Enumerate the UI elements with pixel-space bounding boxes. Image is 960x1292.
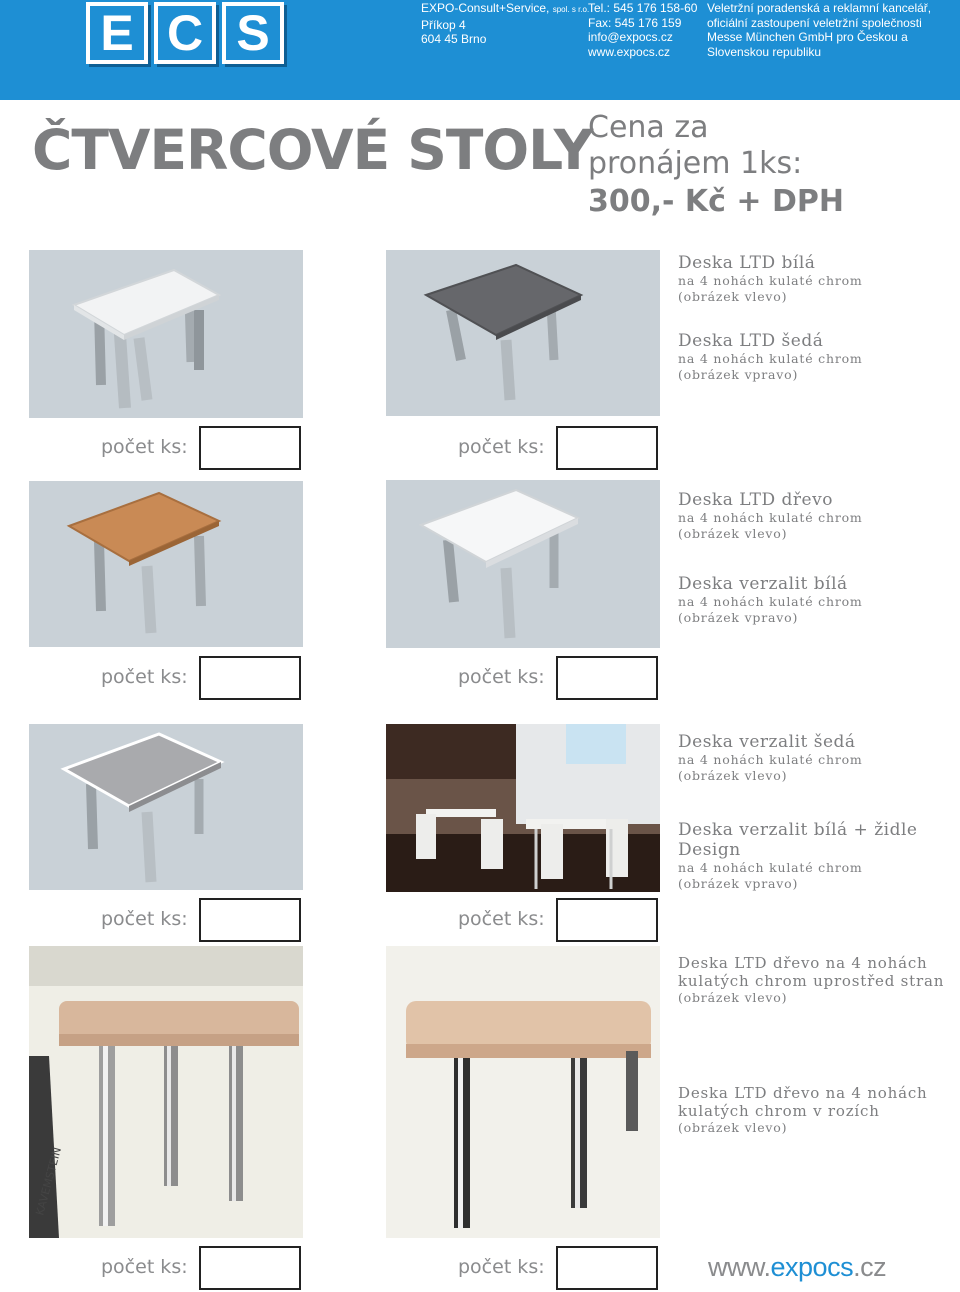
company-address <box>421 1 589 47</box>
product-2-description <box>678 331 948 382</box>
product-7-title: Deska LTD dřevo na 4 nohách <box>678 954 928 972</box>
product-2-detail: na 4 nohách kulaté chrom <box>678 351 863 366</box>
product-8-title: Deska LTD dřevo na 4 nohách <box>678 1084 928 1102</box>
footer-url-suffix: .cz <box>853 1252 887 1282</box>
product-4-detail: na 4 nohách kulaté chrom <box>678 594 863 609</box>
footer-url-prefix: www. <box>708 1252 771 1282</box>
company-street: Příkop 4 <box>421 17 466 32</box>
company-name: EXPO-Consult+Service, <box>421 1 550 15</box>
photo-table-ltd-grey <box>386 250 660 416</box>
product-4-title: Deska verzalit bílá <box>678 574 848 594</box>
qty-label: počet ks: <box>101 666 188 688</box>
company-name-suffix: spol. s r.o. <box>552 5 590 14</box>
qty-input-ltd-wood[interactable] <box>199 656 301 700</box>
qty-input-wood-corners[interactable] <box>556 1246 658 1290</box>
product-5-detail: na 4 nohách kulaté chrom <box>678 752 863 767</box>
photo-table-ltd-white <box>29 250 303 418</box>
table-render-icon <box>29 481 303 647</box>
qty-label: počet ks: <box>101 1256 188 1278</box>
photo-table-verzalit-white <box>386 480 660 648</box>
product-8-detail: kulatých chrom v rozích <box>678 1102 880 1120</box>
product-2-title: Deska LTD šedá <box>678 331 824 351</box>
qty-label: počet ks: <box>101 436 188 458</box>
product-7-detail: kulatých chrom uprostřed stran <box>678 972 945 990</box>
product-8-note: (obrázek vlevo) <box>678 1120 788 1135</box>
product-6-title: Deska verzalit bílá + židle Design <box>678 820 918 860</box>
photo-table-wood-legs-corners <box>386 946 660 1238</box>
product-1-detail: na 4 nohách kulaté chrom <box>678 273 863 288</box>
product-4-description <box>678 574 948 625</box>
product-7-description <box>678 954 948 1006</box>
qty-input-wood-middle[interactable] <box>199 1246 301 1290</box>
price-label-1: Cena za <box>588 110 709 145</box>
contact-tel: Tel.: 545 176 158-60 <box>588 1 698 15</box>
table-render-icon <box>386 250 660 416</box>
table-render-icon <box>29 724 303 890</box>
price-value: 300,- Kč + DPH <box>588 184 844 219</box>
qty-label: počet ks: <box>101 908 188 930</box>
contact-email[interactable]: info@expocs.cz <box>588 30 673 44</box>
qty-label: počet ks: <box>458 908 545 930</box>
qty-input-verzalit-chairs[interactable] <box>556 898 658 942</box>
product-5-note: (obrázek vlevo) <box>678 767 788 783</box>
product-3-detail: na 4 nohách kulaté chrom <box>678 510 863 525</box>
contact-fax: Fax: 545 176 159 <box>588 15 682 30</box>
qty-label: počet ks: <box>458 666 545 688</box>
contact-web[interactable]: www.expocs.cz <box>588 44 671 59</box>
table-photo-icon <box>386 946 660 1238</box>
photo-table-verzalit-grey <box>29 724 303 890</box>
page-title: ČTVERCOVÉ STOLY <box>32 118 593 182</box>
qty-label: počet ks: <box>458 436 545 458</box>
company-about: Veletržní poradenská a reklamní kancelář, oficiální zastoupení veletržní společnosti Messe München GmbH pro Českou a Slovenskou republiku <box>707 1 932 59</box>
qty-input-ltd-white[interactable] <box>199 426 301 470</box>
logo-letter-e: E <box>86 2 148 64</box>
price-label-2: pronájem 1ks: <box>588 146 803 181</box>
product-6-detail: na 4 nohách kulaté chrom <box>678 860 863 875</box>
ecs-logo <box>86 2 284 64</box>
product-2-note: (obrázek vpravo) <box>678 366 799 382</box>
qty-input-verzalit-grey[interactable] <box>199 898 301 942</box>
product-6-note: (obrázek vpravo) <box>678 875 799 891</box>
product-3-title: Deska LTD dřevo <box>678 490 833 510</box>
footer-website-link[interactable] <box>708 1252 886 1283</box>
photo-mat-text: KAVEMSTEIN <box>33 1145 64 1217</box>
product-1-note: (obrázek vlevo) <box>678 288 788 304</box>
logo-letter-s: S <box>222 2 284 64</box>
product-1-description <box>678 253 948 304</box>
table-photo-icon <box>29 946 303 1238</box>
product-5-title: Deska verzalit šedá <box>678 732 856 752</box>
product-6-description <box>678 820 948 891</box>
product-8-description <box>678 1084 948 1136</box>
qty-input-verzalit-white[interactable] <box>556 656 658 700</box>
qty-input-ltd-grey[interactable] <box>556 426 658 470</box>
logo-letter-c: C <box>154 2 216 64</box>
photo-table-ltd-wood <box>29 481 303 647</box>
product-4-note: (obrázek vpravo) <box>678 609 799 625</box>
product-3-description <box>678 490 948 541</box>
table-render-icon <box>386 480 660 648</box>
header-bar <box>0 0 960 100</box>
photo-table-verzalit-chairs <box>386 724 660 892</box>
company-city: 604 45 Brno <box>421 32 487 46</box>
qty-label: počet ks: <box>458 1256 545 1278</box>
company-contact <box>588 1 697 59</box>
product-5-description <box>678 732 948 783</box>
photo-table-wood-legs-middle <box>29 946 303 1238</box>
footer-url-brand: expocs <box>770 1252 854 1282</box>
product-7-note: (obrázek vlevo) <box>678 990 788 1005</box>
product-1-title: Deska LTD bílá <box>678 253 816 273</box>
product-3-note: (obrázek vlevo) <box>678 525 788 541</box>
rental-price <box>588 110 888 220</box>
table-render-icon <box>29 250 303 418</box>
showroom-photo-icon <box>386 724 660 892</box>
